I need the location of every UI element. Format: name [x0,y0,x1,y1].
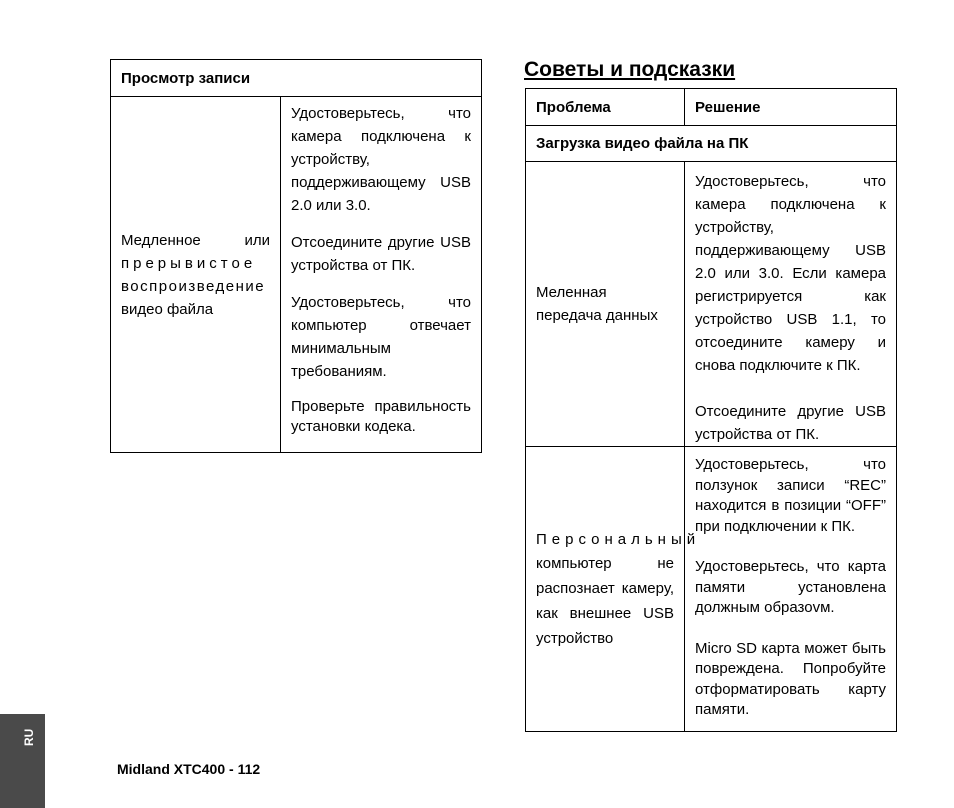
playback-problem-line: прерывистое [121,254,257,272]
page-footer: Midland XTC400 - 112 [117,761,261,777]
problem-text: Меленная передача данных [536,284,658,324]
solution-text: Удостоверьтесь, что карта памяти установлена должным образоvм. [695,558,886,616]
problem-cell [526,162,685,447]
column-header-solution: Решение [685,89,897,126]
group-header: Загрузка видео файла на ПК [526,126,897,162]
problem-cell [526,447,701,732]
problem-text: компьютер не распознает камеру, как внешнее USB устройство [536,554,674,647]
solution-text: Удостоверьтесь, что ползунок записи “REC” находится в позиции “OFF” при подключении к ПК. [695,456,886,535]
solution-text: Отсоедините другие USB устройства от ПК. [695,403,886,443]
solution-text: Удостоверьтесь, что камера подключена к устройству, поддерживающему USB 2.0 или 3.0. Если камера регистрируется как устройство USB 1.1, то отсоедините камеру и снова подключите к ПК. [695,173,886,374]
column-header-problem: Проблема [526,89,685,126]
playback-table-header: Просмотр записи [111,60,482,97]
playback-solution: Удостоверьтесь, что камера подключена к устройству, поддерживающему USB 2.0 или 3.0. [291,105,471,214]
solution-text: Micro SD карта может быть повреждена. Попробуйте отформатировать карту памяти. [695,639,886,718]
playback-table [110,59,482,453]
playback-solution: Удостоверьтесь, что компьютер отвечает минимальным требованиям. [291,294,471,380]
tips-table [525,88,897,732]
playback-solution: Отсоедините другие USB устройства от ПК. [291,234,471,274]
language-tab [0,714,45,808]
playback-problem-cell [111,97,281,453]
solution-cell [685,162,897,447]
solution-cell [685,447,897,732]
language-tab-label: RU [22,728,36,746]
playback-solution: Проверьте правильность установки кодека. [291,398,471,435]
section-title: Советы и подсказки [524,58,736,81]
playback-problem-line: воспроизведение [121,277,266,295]
problem-text: Персональный [536,530,701,548]
playback-problem-line: Медленное или [121,231,270,249]
playback-problem-line: видео файла [121,300,214,318]
playback-solution-cell [281,97,482,453]
